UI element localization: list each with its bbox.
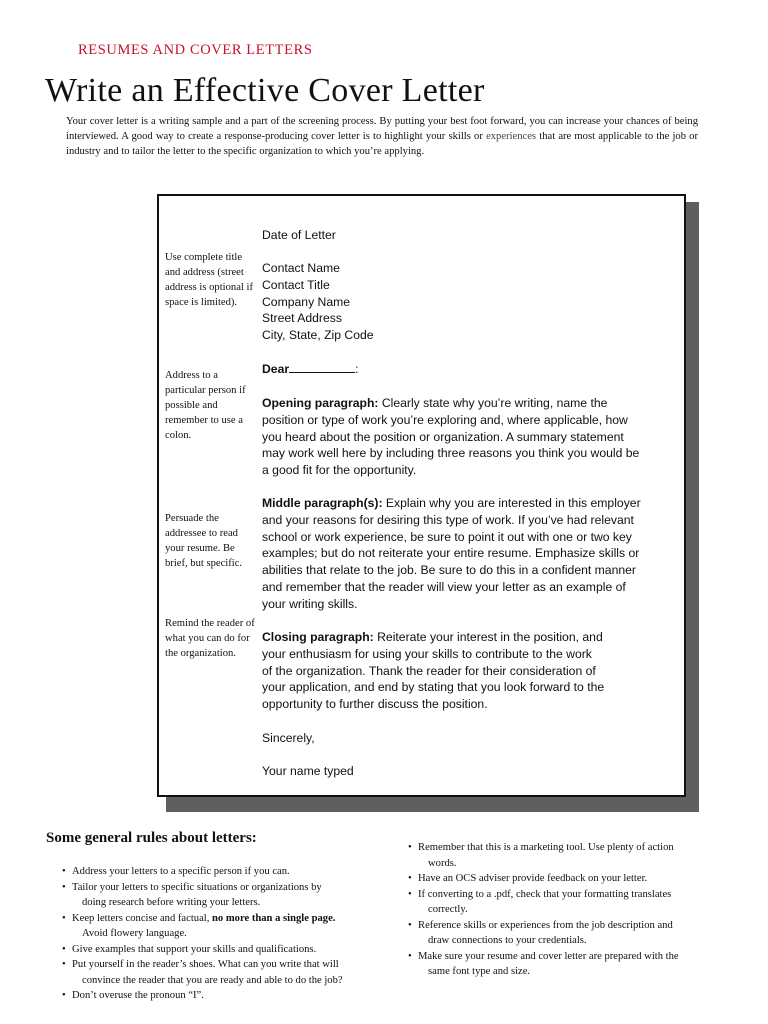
address-line: Company Name [262,294,351,309]
list-item-text: If converting to a .pdf, check that your formatting translates [418,888,672,900]
address-line: Contact Title [262,277,330,292]
list-item [62,880,392,911]
side-note-address: Use complete title and address (street address is optional if space is limited). [165,252,253,308]
opening-line: may work well here by including three reasons you think you would be [262,446,640,461]
address-line: City, State, Zip Code [262,328,374,343]
middle-line: abilities that relate to the job. Be sure to do this in a confident manner [262,563,636,578]
list-item-text: doing research before writing your letters. [82,897,261,908]
page-title: Write an Effective Cover Letter [45,72,485,109]
list-item [62,864,392,880]
name-line: Your name typed [262,764,354,778]
list-item [408,949,708,980]
signoff-line: Sincerely, [262,731,315,745]
letter-date [262,227,662,244]
salutation-word: Dear [262,362,290,376]
salutation-colon: : [355,362,359,376]
list-item-text: Put yourself in the reader’s shoes. What can you write that will [72,959,339,970]
middle-paragraph [262,495,662,613]
date-line: Date of Letter [262,228,336,242]
list-item-text: Remember that this is a marketing tool. Use plenty of action [418,842,674,853]
list-item-text: Tailor your letters to specific situations or organizations by [72,881,322,893]
opening-label: Opening paragraph: [262,396,379,410]
intro-paragraph [66,114,698,159]
address-line: Contact Name [262,261,340,275]
rules-list-right [408,840,708,980]
middle-line: and your reasons for desiring this type of work. If you’ve had relevant [262,512,634,527]
closing-line: opportunity to further discuss the position. [262,697,488,712]
list-item [62,957,392,988]
closing-label: Closing paragraph: [262,630,374,644]
letter-signoff [262,730,662,747]
list-item [408,840,708,871]
salutation-blank [289,361,355,373]
side-note-salutation: Address to a particular person if possible and remember to use a colon. [165,370,246,441]
side-note-remind: Remind the reader of what you can do for the organization. [165,618,255,659]
closing-line: of the organization. Thank the reader for their consideration of [262,663,596,678]
middle-line: school or work experience, be sure to point it out with one or two key [262,529,632,544]
opening-line: a good fit for the opportunity. [262,463,417,478]
closing-line: Reiterate your interest in the position, and [373,630,603,644]
closing-paragraph [262,629,662,713]
intro-line: chances of being interviewed. A good way to create a response-producing cover letter is to highlight your skills or [66,116,698,142]
list-item [62,988,392,1004]
closing-line: your application, and end by stating that you look forward to the [262,680,605,695]
list-item-bold: no more than a single page. [212,912,336,924]
list-item-text: Have an OCS adviser provide feedback on your letter. [418,873,648,884]
closing-line: your enthusiasm for using your skills to contribute to the work [262,646,592,661]
list-item-text: Reference skills or experiences from the job description and [418,919,673,931]
opening-line: you heard about the position or organization. A summary statement [262,429,624,444]
middle-line: examples; but do not reiterate your entire resume. Emphasize skills or [262,546,640,561]
intro-line: that are most applicable to the job or industry and to tailor the letter to the specific organization to which you’re applying. [66,131,698,157]
section-label: RESUMES AND COVER LETTERS [78,42,313,58]
middle-label: Middle paragraph(s): [262,496,383,510]
address-line: Street Address [262,311,342,326]
list-item-text: same font type and size. [428,966,531,977]
list-item [408,887,708,918]
middle-line: and remember that the reader will view your letter as an example of [262,579,626,594]
letter-signature [262,763,662,780]
list-item-text: correctly. [428,904,468,915]
list-item [408,918,708,949]
rules-heading: Some general rules about letters: [46,830,257,846]
opening-line: Clearly state why you’re writing, name the [378,396,608,410]
intro-line: Your cover letter is a writing sample and a part of the screening process. By putting your best foot forward, you can increase your [66,116,624,127]
list-item [62,942,392,958]
letter-address-block [262,260,662,344]
list-item-text: Don’t overuse the pronoun “I”. [72,990,204,1001]
list-item-text: Keep letters concise and factual, [72,912,213,924]
list-item [62,911,392,942]
opening-paragraph [262,395,662,479]
list-item [408,871,708,887]
list-item-text: Avoid flowery language. [82,928,187,939]
middle-line: Explain why you are interested in this employer [382,496,641,510]
list-item-text: Make sure your resume and cover letter are prepared with the [418,950,679,962]
opening-line: position or type of work you’re exploring and, where applicable, how [262,412,628,427]
list-item-text: words. [428,857,457,869]
side-note-persuade: Persuade the addressee to read your resume. Be brief, but specific. [165,513,243,569]
list-item-text: draw connections to your credentials. [428,935,587,946]
list-item-text: convince the reader that you are ready and able to do the job? [82,974,343,986]
letter-salutation [262,361,662,378]
list-item-text: Give examples that support your skills and qualifications. [72,943,317,955]
middle-line: your writing skills. [262,596,358,611]
intro-highlight: experiences [486,131,537,142]
list-item-text: Address your letters to a specific person if you can. [72,866,290,877]
rules-list-left [62,864,392,1004]
